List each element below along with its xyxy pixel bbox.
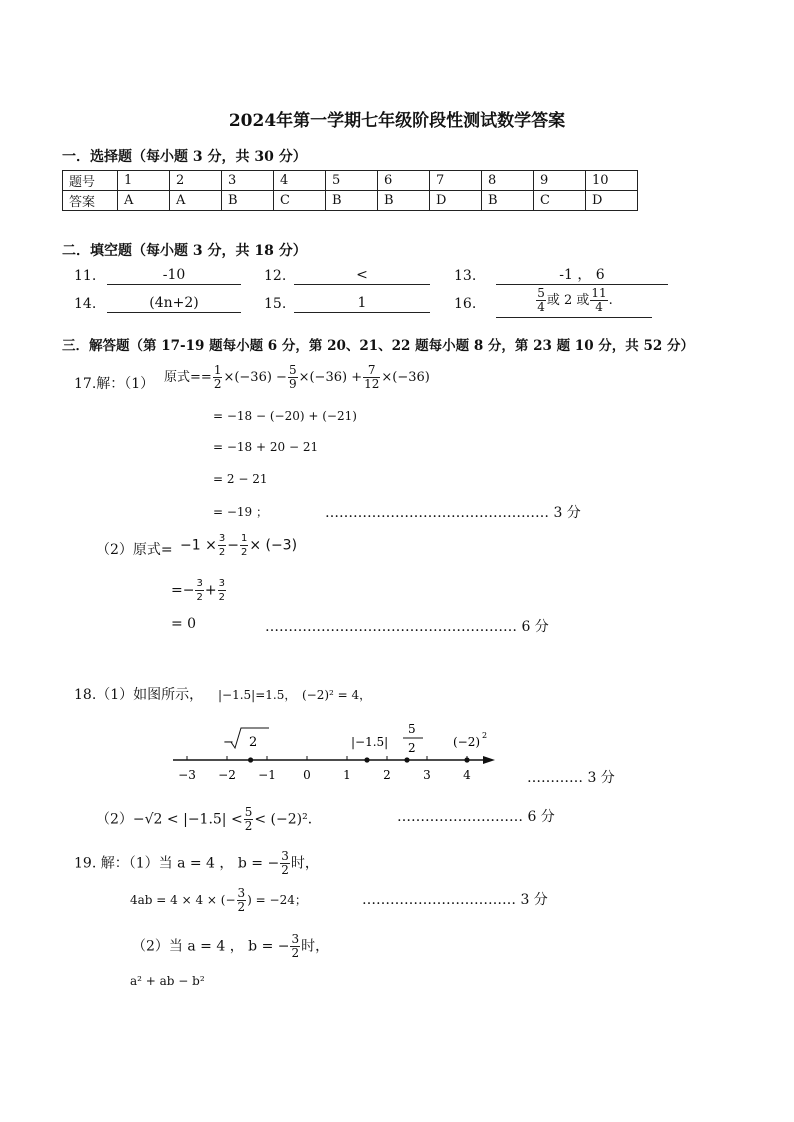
answer-blank: < <box>294 266 430 285</box>
point-label: (−2) <box>453 735 481 749</box>
q18-abs: |−1.5|=1.5， <box>218 688 297 702</box>
score-dots: ………………………………………… 3 分 <box>325 505 581 521</box>
table-cell: 7 <box>430 171 482 191</box>
table-cell: 5 <box>326 171 378 191</box>
question-number: 11. <box>74 268 97 284</box>
table-cell: 4 <box>274 171 326 191</box>
question-number: 12. <box>264 268 287 284</box>
table-row <box>63 171 638 191</box>
answer-blank: (4n+2) <box>107 294 241 313</box>
page-title: 2024年第一学期七年级阶段性测试数学答案 <box>228 111 566 131</box>
q17-line1: 原式== $\frac{1}{2}$ ×(−36) − $\frac{5}{9}$ ×(−36) + $\frac{7}{12}$ ×(−36) <box>164 363 430 391</box>
answer-blank: 1 <box>294 294 430 313</box>
table-cell: 3 <box>222 171 274 191</box>
tick-label: 2 <box>383 768 391 782</box>
table-cell: 9 <box>534 171 586 191</box>
tick-label: 0 <box>303 768 311 782</box>
answer-table <box>62 170 638 211</box>
q17-p2-line2: =− $\frac{3}{2}$ + $\frac{3}{2}$ <box>171 578 225 603</box>
q19-p2-label: （2）当 a = 4 ， b = − $\frac{3}{2}$ 时， <box>132 932 330 960</box>
question-number: 13. <box>454 268 477 284</box>
tick-label: −1 <box>258 768 276 782</box>
q17-p2-label: （2）原式= <box>96 542 173 558</box>
table-row <box>63 191 638 211</box>
table-cell: C <box>534 191 586 211</box>
table-cell: 1 <box>118 171 170 191</box>
number-line-point <box>464 757 469 762</box>
fraction: $\frac{11}{4}$ <box>591 286 607 314</box>
q18-sq: (−2)² = 4， <box>302 688 372 702</box>
answer-blank: -1 ， 6 <box>496 266 668 285</box>
q17-line4: = 2 − 21 <box>213 472 268 486</box>
point-label: |−1.5| <box>351 735 389 749</box>
row-header: 答案 <box>63 191 118 211</box>
question-number: 16. <box>454 296 477 312</box>
q19-calc: 4ab = 4 × 4 × (− $\frac{3}{2}$ ) = −24； <box>130 886 307 914</box>
score-dots: ……………………………………………… 6 分 <box>265 619 549 635</box>
table-cell: 6 <box>378 171 430 191</box>
point-label: 2 <box>408 741 416 755</box>
q19-expr: a² + ab − b² <box>130 974 205 988</box>
q17-line5: = −19 ； <box>213 505 269 519</box>
q17-p2-line1: −1 × $\frac{3}{2}$ − $\frac{1}{2}$ × (−3) <box>180 533 298 558</box>
tick-label: −2 <box>218 768 236 782</box>
q17-label: 17.解：（1） <box>74 376 155 392</box>
tick-label: 4 <box>463 768 471 782</box>
answer-blank: -10 <box>107 266 241 285</box>
table-cell: B <box>222 191 274 211</box>
question-number: 14. <box>74 296 97 312</box>
q17-line3: = −18 + 20 − 21 <box>213 440 319 454</box>
number-line-point <box>404 757 409 762</box>
q18-label: 18.（1）如图所示， <box>74 687 204 703</box>
score-dots: ………… 3 分 <box>527 770 615 786</box>
table-cell: 8 <box>482 171 534 191</box>
point-label: 2 <box>249 735 258 750</box>
fraction: $\frac{5}{4}$ <box>537 286 545 314</box>
q17-p2-line3: = 0 <box>171 616 197 632</box>
q19-label: 19. 解：（1）当 a = 4 ， b = − $\frac{3}{2}$ 时， <box>74 849 319 877</box>
table-cell: B <box>326 191 378 211</box>
score-dots: …………………………… 3 分 <box>362 892 548 908</box>
table-cell: B <box>482 191 534 211</box>
tick-label: 3 <box>423 768 431 782</box>
table-cell: D <box>586 191 638 211</box>
section1-heading: 一．选择题（每小题 3 分，共 30 分） <box>62 149 307 165</box>
table-cell: B <box>378 191 430 211</box>
table-cell: 2 <box>170 171 222 191</box>
row-header: 题号 <box>63 171 118 191</box>
point-label: − <box>223 735 234 750</box>
table-cell: C <box>274 191 326 211</box>
table-cell: A <box>118 191 170 211</box>
q17-line2: = −18 − (−20) + (−21) <box>213 409 357 423</box>
section2-heading: 二．填空题（每小题 3 分，共 18 分） <box>62 243 307 259</box>
point-label: 2 <box>482 731 488 740</box>
number-line <box>165 716 505 786</box>
number-line-point <box>248 757 253 762</box>
tick-label: −3 <box>178 768 196 782</box>
table-cell: D <box>430 191 482 211</box>
answer-blank: $\frac{5}{4}$ 或 2 或 $\frac{11}{4}$ . <box>496 287 652 318</box>
point-label: 5 <box>408 722 416 736</box>
tick-label: 1 <box>343 768 351 782</box>
score-dots: ……………………… 6 分 <box>397 809 555 825</box>
arrow-icon <box>483 756 495 764</box>
table-cell: A <box>170 191 222 211</box>
section3-heading: 三．解答题（第 17-19 题每小题 6 分，第 20、21、22 题每小题 8 分，第 23 题 10 分，共 52 分） <box>62 338 694 354</box>
number-line-point <box>364 757 369 762</box>
table-cell: 10 <box>586 171 638 191</box>
q18-p2: （2）−√2 < |−1.5| < $\frac{5}{2}$ < (−2)²． <box>96 805 322 833</box>
question-number: 15. <box>264 296 287 312</box>
